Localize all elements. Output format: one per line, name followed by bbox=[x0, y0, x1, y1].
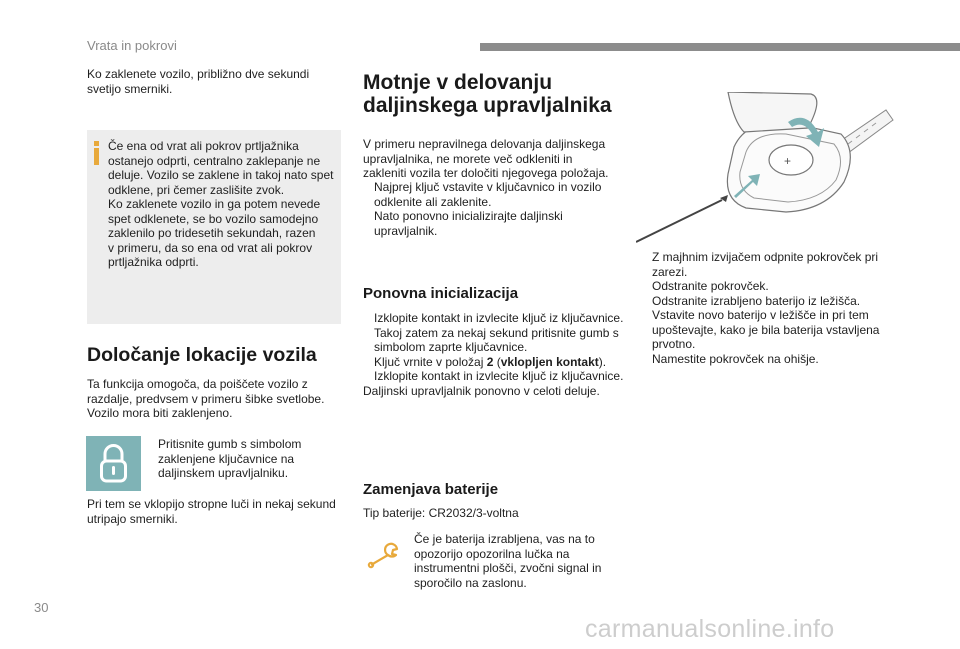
info-line: deluje. Vozilo se zaklene in takoj nato spet bbox=[108, 168, 334, 182]
locate-text: Ta funkcija omogoča, da poiščete vozilo z razdalje, predvsem v primeru šibke svetlobe. Vozilo mora biti zaklenjeno. bbox=[87, 377, 325, 420]
key-battery-illustration bbox=[636, 92, 896, 247]
page-number: 30 bbox=[34, 600, 49, 615]
info-line: Če ena od vrat ali pokrov prtljažnika bbox=[108, 139, 299, 153]
battery-title: Zamenjava baterije bbox=[363, 481, 499, 498]
list-item: Odstranite izrabljeno baterijo iz ležišča. bbox=[652, 293, 861, 308]
wrench-icon bbox=[366, 540, 406, 574]
info-line: prtljažnika odprti. bbox=[108, 255, 199, 269]
reinit-after-text: Daljinski upravljalnik ponovno v celoti deluje. bbox=[363, 383, 600, 398]
intro-text: Ko zaklenete vozilo, približno dve sekundi svetijo smerniki. bbox=[87, 67, 310, 96]
battery-steps bbox=[641, 250, 886, 366]
list-item: Vstavite novo baterijo v ležišče in pri tem upoštevajte, kako je bila baterija vstavljena prvotno. bbox=[652, 308, 880, 351]
info-line: ostanejo odprti, centralno zaklepanje ne bbox=[108, 153, 321, 168]
malfunction-bullets bbox=[363, 180, 613, 238]
locate-bullet: Pritisnite gumb s simbolom zaklenjene ključavnice na daljinskem upravljalniku. bbox=[147, 437, 337, 481]
list-item: Nato ponovno inicializirajte daljinski upravljalnik. bbox=[374, 209, 563, 238]
list-item: Izklopite kontakt in izvlecite ključ iz ključavnice. bbox=[374, 369, 624, 383]
info-line: zaklenilo po tridesetih sekundah, razen bbox=[108, 226, 316, 240]
list-item: Namestite pokrovček na ohišje. bbox=[652, 351, 819, 366]
malfunction-intro: V primeru nepravilnega delovanja daljinskega upravljalnika, ne morete več odkleniti in zakleniti vozila ter določiti njegovega položaja. bbox=[363, 137, 609, 180]
list-item: Izklopite kontakt in izvlecite ključ iz ključavnice. bbox=[374, 311, 624, 325]
header-bar bbox=[480, 43, 960, 51]
list-item: Najprej ključ vstavite v ključavnico in vozilo odklenite ali zaklenite. bbox=[374, 180, 602, 209]
info-line: spet odklenete, se bo vozilo samodejno bbox=[108, 211, 319, 226]
battery-type: Tip baterije: CR2032/3-voltna bbox=[363, 506, 519, 520]
locate-after-text: Pri tem se vklopijo stropne luči in nekaj sekund utripajo smerniki. bbox=[87, 497, 336, 526]
reinit-title: Ponovna inicializacija bbox=[363, 285, 519, 302]
battery-plus-glyph: + bbox=[784, 154, 792, 168]
list-item: Z majhnim izvijačem odpnite pokrovček pri zarezi. bbox=[652, 250, 879, 279]
battery-warning: Če je baterija izrabljena, vas na to opozorijo opozorilna lučka na instrumentni plošči, zvočni signal in sporočilo na zaslonu. bbox=[414, 532, 602, 590]
info-line: v primeru, da so ena od vrat ali pokrov bbox=[108, 240, 313, 255]
section-label: Vrata in pokrovi bbox=[87, 38, 177, 53]
reinit-bullets bbox=[363, 311, 625, 398]
padlock-icon bbox=[86, 436, 141, 491]
list-item: Takoj zatem za nekaj sekund pritisnite gumb s simbolom zaprte ključavnice. bbox=[374, 325, 619, 354]
malfunction-title: Motnje v delovanju daljinskega upravljalnika bbox=[363, 71, 612, 117]
bullet-marker bbox=[147, 437, 158, 481]
info-line: Ko zaklenete vozilo in ga potem nevede bbox=[108, 197, 321, 211]
info-line: odklene, pri čemer zaslišite zvok. bbox=[108, 182, 285, 197]
info-icon bbox=[93, 141, 100, 165]
list-item: Ključ vrnite v položaj 2 (vklopljen kontakt). bbox=[374, 354, 607, 369]
info-text bbox=[108, 139, 340, 270]
watermark: carmanualsonline.info bbox=[585, 615, 835, 643]
lock-button-tile bbox=[86, 436, 141, 491]
locate-title: Določanje lokacije vozila bbox=[87, 344, 317, 366]
list-item: Odstranite pokrovček. bbox=[652, 279, 769, 293]
